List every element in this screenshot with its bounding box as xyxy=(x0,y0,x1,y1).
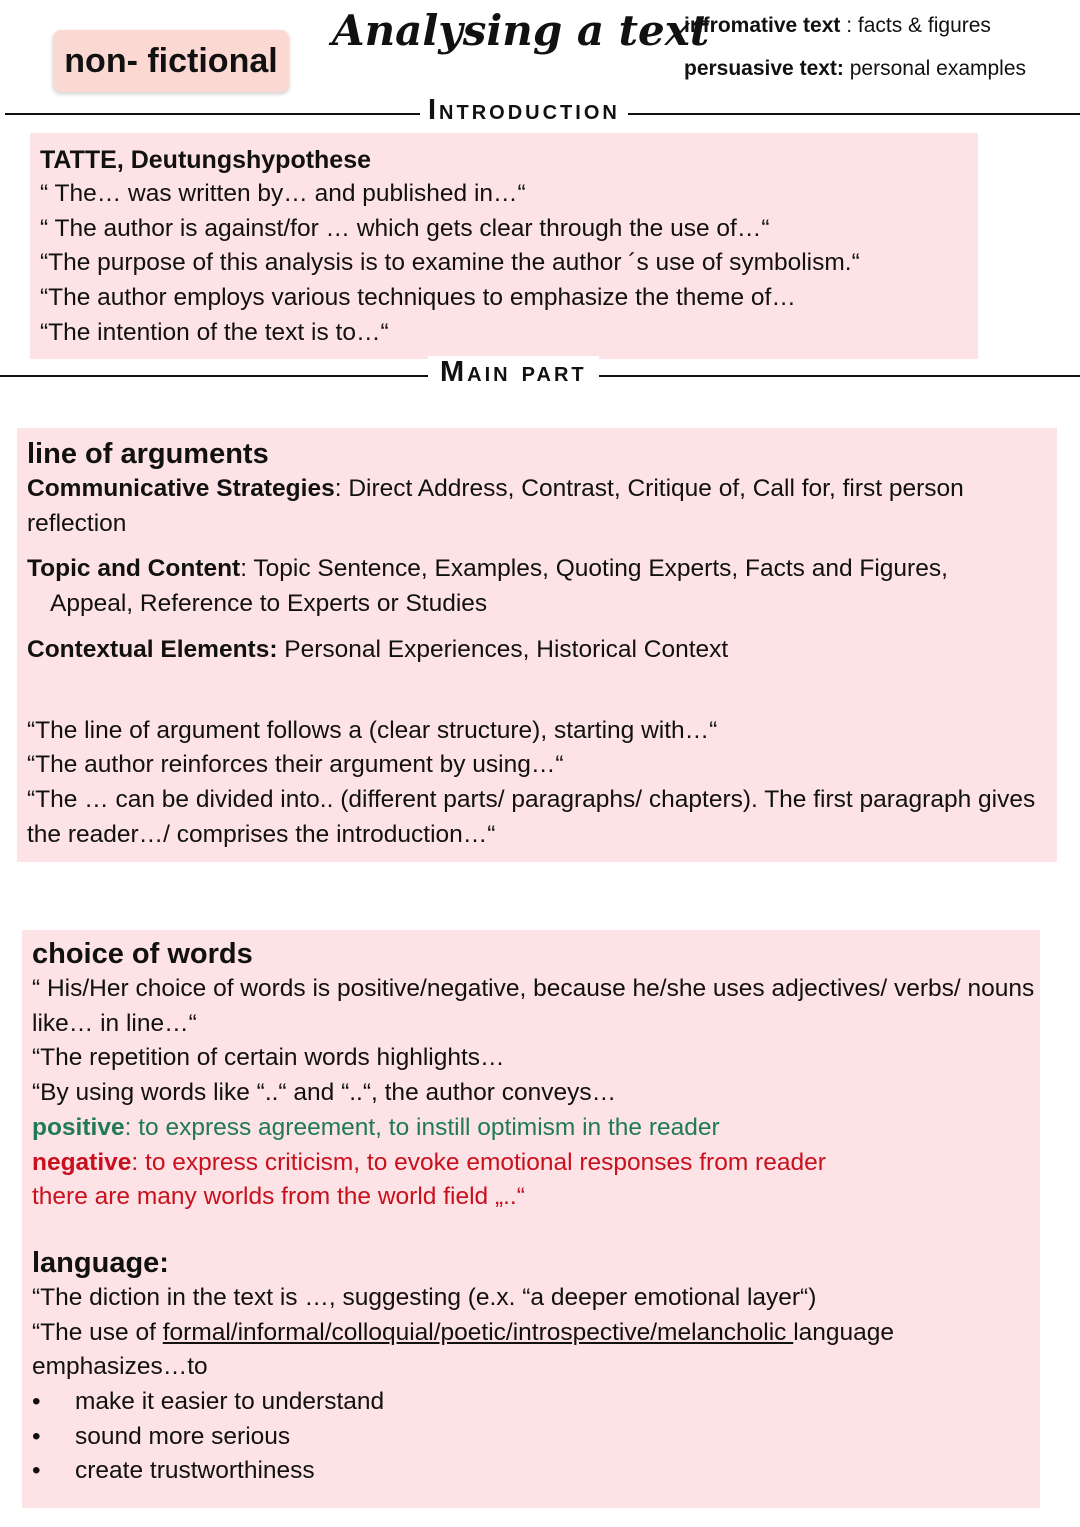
intro-heading: TATTE, Deutungshypothese xyxy=(40,146,372,174)
language-line: “The use of formal/informal/colloquial/poetic/introspective/melancholic language emphasizes…to xyxy=(32,1318,895,1381)
language-list xyxy=(32,1385,1040,1489)
words-line: “ His/Her choice of words is positive/negative, because he/she uses adjectives/ verbs/ nouns like… in line…“ xyxy=(32,975,1035,1037)
language-heading: language: xyxy=(32,1246,169,1279)
arguments-heading: line of arguments xyxy=(27,438,269,470)
intro-line: “ The author is against/for … which gets clear through the use of…“ xyxy=(40,214,770,242)
persuasive-note xyxy=(684,57,1026,81)
informative-note xyxy=(684,14,991,38)
page-title: Analysing a text xyxy=(332,6,710,55)
intro-line: “The author employs various techniques to emphasize the theme of… xyxy=(40,284,796,312)
category-tag: non- fictional xyxy=(53,30,289,92)
choice-of-words-box xyxy=(22,930,1040,1508)
intro-line: “The purpose of this analysis is to examine the author ´s use of symbolism.“ xyxy=(40,249,860,277)
intro-line: “The intention of the text is to…“ xyxy=(40,318,389,346)
persuasive-label: persuasive text: xyxy=(684,57,844,80)
negative-extra: there are many worlds from the world field „..“ xyxy=(32,1183,525,1211)
argument-line: “The line of argument follows a (clear structure), starting with…“ xyxy=(27,716,718,744)
line-of-arguments-box xyxy=(17,428,1057,862)
intro-line: “ The… was written by… and published in…“ xyxy=(40,180,526,207)
section-introduction: Introduction xyxy=(420,94,628,127)
argument-item: Topic and Content: Topic Sentence, Examples, Quoting Experts, Facts and Figures, xyxy=(27,555,948,583)
argument-item-cont: Appeal, Reference to Experts or Studies xyxy=(50,590,488,618)
informative-label: infromative text xyxy=(684,14,841,37)
language-line: “The diction in the text is …, suggesting (e.x. “a deeper emotional layer“) xyxy=(32,1283,817,1311)
words-line: “By using words like “..“ and “..“, the author conveys… xyxy=(32,1079,617,1107)
words-line: “The repetition of certain words highlights… xyxy=(32,1044,505,1072)
list-item: • create trustworthiness xyxy=(32,1454,1040,1489)
persuasive-value: personal examples xyxy=(843,57,1027,80)
negative-line: negative: to express criticism, to evoke emotional responses from reader xyxy=(32,1148,826,1176)
section-main-part: Main part xyxy=(428,356,599,389)
introduction-box xyxy=(30,133,978,359)
words-heading: choice of words xyxy=(32,938,253,970)
list-item: • make it easier to understand xyxy=(32,1385,1040,1420)
argument-item: Contextual Elements: Personal Experiences, Historical Context xyxy=(27,635,729,663)
informative-value: : facts & figures xyxy=(840,14,991,37)
list-item: • sound more serious xyxy=(32,1420,1040,1455)
argument-line: “The author reinforces their argument by using…“ xyxy=(27,751,564,779)
argument-item: Communicative Strategies: Direct Address, Contrast, Critique of, Call for, first person reflection xyxy=(27,475,964,537)
argument-line: “The … can be divided into.. (different parts/ paragraphs/ chapters). The first paragraph gives the reader…/ comprises the introduction…“ xyxy=(27,785,1036,848)
positive-line: positive: to express agreement, to instill optimism in the reader xyxy=(32,1113,720,1141)
